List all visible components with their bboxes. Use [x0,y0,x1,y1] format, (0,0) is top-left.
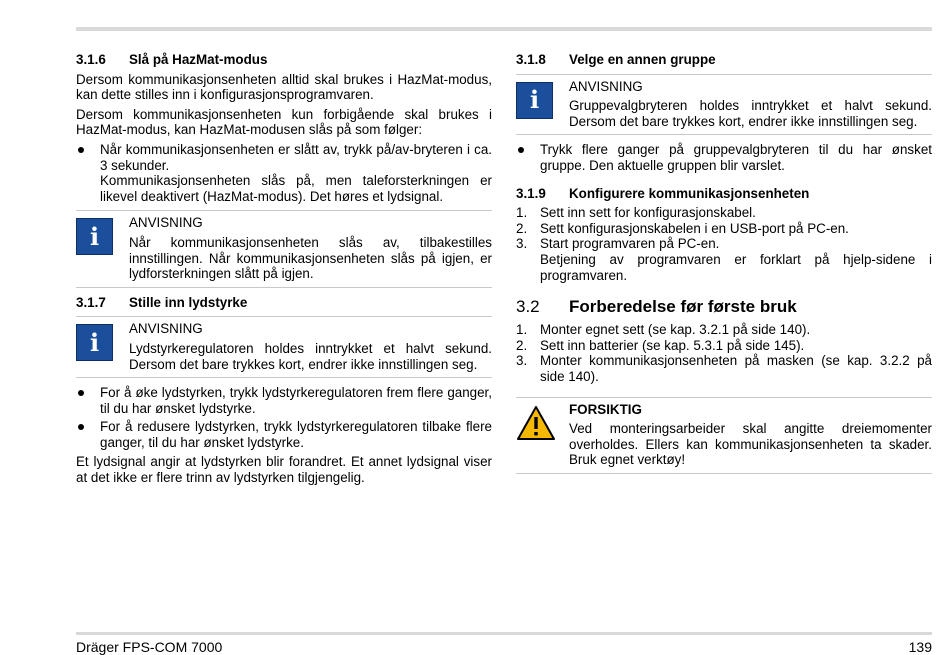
section-heading-3-1-6: 3.1.6 Slå på HazMat-modus [76,52,268,67]
section-heading-3-1-7: 3.1.7 Stille inn lydstyrke [76,294,248,310]
notice-text: Lydstyrkeregulatoren holdes inntrykket et halvt sekund. Dersom det bare trykkes kort, endrer ikke innstillingen seg. [129,340,492,372]
paragraph: Dersom kommunikasjonsenheten kun forbigående skal brukes i HazMat-modus, kan HazMat-modusen slås på som følger: [76,106,492,138]
list-item: Trykk flere ganger på gruppevalgbryteren til du har ønsket gruppe. Den aktuelle gruppen blir varslet. [516,142,932,173]
caution-title: FORSIKTIG [569,401,642,417]
list-item: For å øke lydstyrken, trykk lydstyrkeregulatoren frem flere ganger, til du har ønsket lydstyrke. [76,385,492,416]
notice-text: Når kommunikasjonsenheten slås av, tilbakestilles innstillingen. Når kommunikasjonsenheten slås på igjen, er lydforsterkningen slått på igjen. [129,234,492,282]
bullet-list [516,142,932,173]
section-heading-3-1-9: 3.1.9 Konfigurere kommunikasjonsenheten [516,185,810,201]
footer-product: Dräger FPS-COM 7000 [76,639,223,655]
bullet-list [76,385,492,450]
list-item: For å redusere lydstyrken, trykk lydstyrkeregulatoren tilbake flere ganger, til du har ønsket lydstyrke. [76,419,492,450]
notice-box [76,316,492,378]
bullet-list [76,142,492,204]
notice-title: ANVISNING [129,321,203,337]
section-heading-3-2: 3.2 Forberedelse før første bruk [516,297,797,317]
bottom-rule [76,632,932,635]
notice-box [76,210,492,287]
notice-box [516,74,932,136]
top-rule [76,27,932,31]
info-icon: i [76,218,113,255]
caution-box [516,397,932,474]
warning-icon [516,405,556,441]
list-item: 2. Sett inn batterier (se kap. 5.3.1 på side 145). [516,337,805,353]
right-column [516,52,932,481]
notice-text: Gruppevalgbryteren holdes inntrykket et halvt sekund. Dersom det bare trykkes kort, endrer ikke innstillingen seg. [569,98,932,129]
list-item: Når kommunikasjonsenheten er slått av, trykk på/av-bryteren i ca. 3 sekunder. Kommunikasjonsenheten slås på, men taleforsterkningen er likevel deaktivert (HazMat-modus). Det høres et lydsignal. [76,142,492,204]
left-column [76,52,492,490]
paragraph: Et lydsignal angir at lydstyrken blir forandret. Et annet lydsignal viser at det ikke er flere trinn av lydstyrken tilgjengelig. [76,454,492,486]
caution-text: Ved monteringsarbeider skal angitte dreiemomenter overholdes. Ellers kan kommunikasjonsenheten ta skader. Bruk egnet verktøy! [569,421,932,468]
notice-title: ANVISNING [569,78,643,94]
list-item: 3. Monter kommunikasjonsenheten på masken (se kap. 3.2.2 på side 140). [516,353,932,384]
list-item: 2. Sett konfigurasjonskabelen i en USB-port på PC-en. [516,220,849,236]
numbered-list [516,322,932,384]
list-item: 1. Monter egnet sett (se kap. 3.2.1 på side 140). [516,322,811,338]
section-heading-3-1-8: 3.1.8 Velge en annen gruppe [516,52,716,67]
list-item: 3. Start programvaren på PC-en. Betjening av programvaren er forklart på hjelp-sidene i programvaren. [516,236,932,283]
info-icon: i [76,324,113,361]
paragraph: Dersom kommunikasjonsenheten alltid skal brukes i HazMat-modus, kan dette stilles inn i konfigurasjonsprogramvaren. [76,71,492,103]
notice-title: ANVISNING [129,215,203,231]
list-item: 1. Sett inn sett for konfigurasjonskabel. [516,205,756,221]
info-icon: i [516,82,553,119]
page-number: 139 [908,639,932,655]
numbered-list [516,205,932,283]
